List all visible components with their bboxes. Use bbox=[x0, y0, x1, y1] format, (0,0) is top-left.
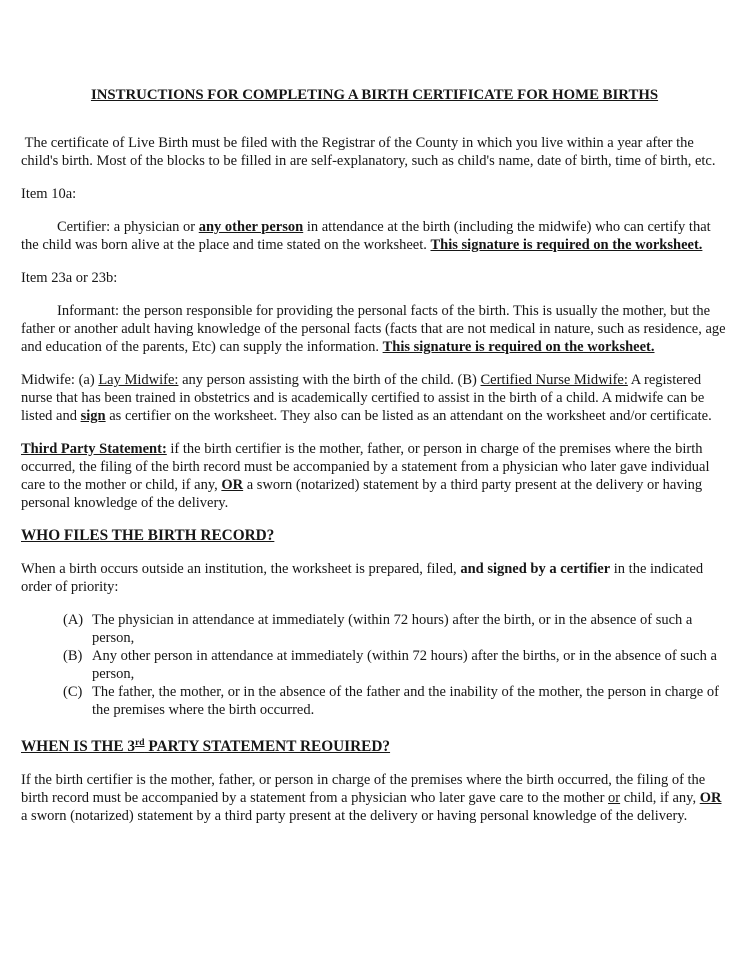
document-title: INSTRUCTIONS FOR COMPLETING A BIRTH CERTIFICATE FOR HOME BIRTHS bbox=[90, 87, 659, 103]
emphasis-certified-nurse-midwife: Certified Nurse Midwife: bbox=[480, 372, 628, 388]
midwife-paragraph bbox=[21, 371, 728, 425]
text-segment: as certifier on the worksheet. They also can be listed as an attendant on the worksheet and/or certificate. bbox=[105, 408, 712, 424]
item-10a-label: Item 10a: bbox=[21, 186, 77, 202]
list-marker: (A) bbox=[63, 612, 84, 628]
emphasis-lay-midwife: Lay Midwife: bbox=[98, 372, 179, 388]
intro-paragraph: The certificate of Live Birth must be filed with the Registrar of the County in which you live within a year after the child's birth. Most of the blocks to be filled in are self-explanatory, such as child's name, date of birth, time of birth, etc. bbox=[21, 135, 716, 169]
list-item-b bbox=[21, 647, 728, 683]
emphasis-third-party-statement: Third Party Statement: bbox=[21, 441, 167, 457]
list-item-c bbox=[21, 683, 728, 719]
heading-text-segment: PARTY STATEMENT REOUIRED? bbox=[144, 738, 391, 756]
emphasis-sign: sign bbox=[80, 408, 106, 424]
third-party-paragraph bbox=[21, 440, 728, 512]
who-files-paragraph bbox=[21, 560, 728, 596]
emphasis-any-other-person: any other person bbox=[198, 219, 304, 235]
text-segment: When a birth occurs outside an institution, the worksheet is prepared, filed, bbox=[21, 561, 461, 577]
text-segment: Certifier: a physician or bbox=[57, 219, 199, 235]
ordinal-superscript: rd bbox=[135, 738, 145, 748]
list-marker: (B) bbox=[63, 648, 83, 664]
text-segment: Informant: the person responsible for providing the personal facts of the birth. This is usually the mother, but the father or another adult having knowledge of the personal facts (facts that are not medical in nature, such as residence, age and education of the parents, Etc) can supply the information. bbox=[21, 303, 730, 355]
text-segment: Midwife: (a) bbox=[21, 372, 99, 388]
text-segment: in attendance at the birth (including the midwife) who can certify that the child was born alive at the place and time stated on the worksheet. bbox=[21, 219, 715, 253]
emphasis-signature-required: This signature is required on the worksheet. bbox=[430, 237, 703, 253]
informant-paragraph bbox=[21, 302, 728, 356]
heading-text-segment: WHEN IS THE 3 bbox=[21, 738, 136, 756]
emphasis-or: OR bbox=[699, 790, 722, 807]
priority-list bbox=[21, 611, 728, 719]
list-item-text: The physician in attendance at immediately (within 72 hours) after the birth, or in the absence of such a person, bbox=[92, 612, 696, 646]
text-segment: any person assisting with the birth of the child. (B) bbox=[178, 372, 481, 388]
list-marker: (C) bbox=[63, 684, 83, 700]
emphasis-or-lowercase: or bbox=[608, 790, 621, 807]
section-heading-who-files: WHO FILES THE BIRTH RECORD? bbox=[21, 527, 275, 544]
text-segment: if the birth certifier is the mother, father, or person in charge of the premises where the birth occurred, the filing of the birth record must be accompanied by a statement from a physician who later gave individual care to the mother or child, if any, bbox=[21, 441, 714, 493]
emphasis-or: OR bbox=[221, 477, 244, 493]
emphasis-signature-required: This signature is required on the worksheet. bbox=[382, 339, 655, 355]
text-segment: If the birth certifier is the mother, father, or person in charge of the premises where the birth occurred, the filing of the birth record must be accompanied by a statement from a physician who later gave care to the mother bbox=[21, 772, 709, 807]
text-segment: a sworn (notarized) statement by a third party present at the delivery or having personal knowledge of the delivery. bbox=[21, 477, 706, 511]
certifier-paragraph bbox=[21, 218, 728, 254]
item-23-label: Item 23a or 23b: bbox=[21, 270, 118, 286]
list-item-a bbox=[21, 611, 728, 647]
list-item-text: Any other person in attendance at immediately (within 72 hours) after the births, or in the absence of such a person, bbox=[92, 648, 721, 682]
list-item-text: The father, the mother, or in the absence of the father and the inability of the mother, the person in charge of the premises where the birth occurred. bbox=[92, 684, 723, 718]
when-required-paragraph bbox=[21, 771, 728, 825]
text-segment: in the indicated order of priority: bbox=[21, 561, 707, 595]
emphasis-signed-by-certifier: and signed by a certifier bbox=[460, 561, 611, 577]
section-heading-when-required bbox=[21, 734, 728, 756]
text-segment: A registered nurse that has been trained in obstetrics and is academically certified to assist in the birth of a child. A midwife can be listed and bbox=[21, 372, 708, 424]
text-segment: child, if any, bbox=[620, 790, 700, 807]
text-segment: a sworn (notarized) statement by a third party present at the delivery or having personal knowledge of the delivery. bbox=[21, 790, 726, 825]
